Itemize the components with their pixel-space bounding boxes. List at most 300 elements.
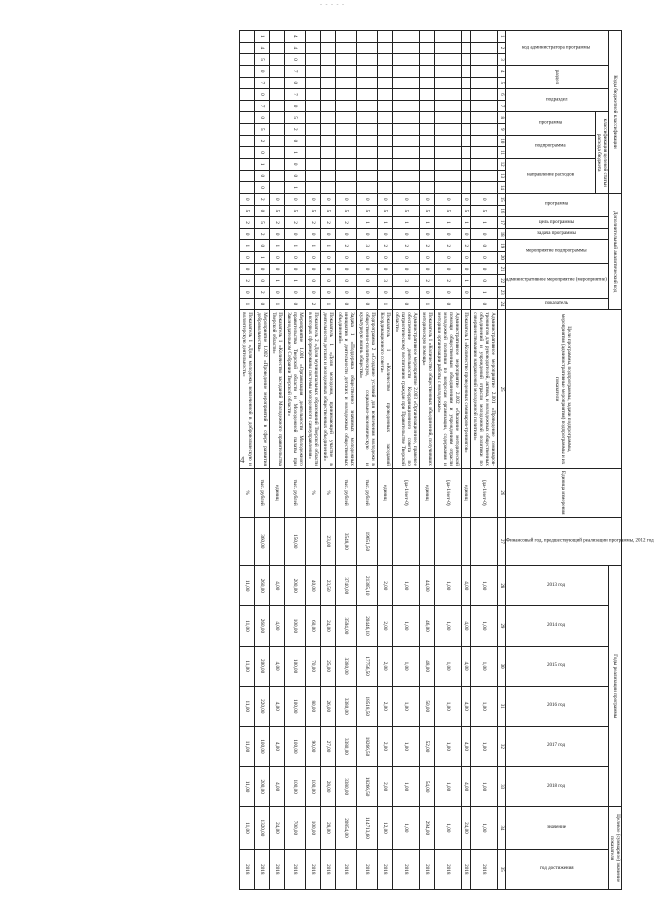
- code-cell: 0: [255, 240, 270, 252]
- header-year-3: 2015 год: [506, 646, 609, 686]
- code-cell: 1: [270, 298, 285, 310]
- code-cell: [420, 54, 435, 66]
- code-cell: [471, 135, 498, 147]
- code-cell: 0: [393, 252, 420, 264]
- code-cell: 1: [462, 217, 471, 229]
- final-value: 24,00: [462, 807, 471, 849]
- code-cell: 0: [393, 193, 420, 205]
- year-value: 4,00: [462, 686, 471, 726]
- code-cell: [420, 112, 435, 124]
- code-cell: [357, 77, 378, 89]
- year-value: 27,00: [321, 726, 336, 766]
- year-value: 2,00: [378, 726, 393, 766]
- column-number: 14: [498, 182, 506, 194]
- code-cell: [435, 158, 462, 170]
- code-cell: 0: [462, 193, 471, 205]
- row-unit: тыс. рублей: [336, 468, 357, 517]
- code-cell: [357, 65, 378, 77]
- code-cell: 0: [378, 228, 393, 240]
- code-cell: [336, 42, 357, 54]
- code-cell: [435, 124, 462, 136]
- header-year-5: 2017 год: [506, 726, 609, 766]
- row-unit: единиц: [420, 468, 435, 517]
- final-value: 700,00: [285, 807, 306, 849]
- code-cell: 1: [378, 298, 393, 310]
- code-cell: 4: [285, 42, 306, 54]
- year-value: 4,00: [270, 646, 285, 686]
- year-value: 1,00: [393, 726, 420, 766]
- row-name: Показатель 1 «Количество общественных объединений, получивших методическую помощь»: [420, 310, 435, 469]
- code-cell: 5: [270, 205, 285, 217]
- code-cell: [270, 77, 285, 89]
- code-cell: 1: [357, 217, 378, 229]
- code-cell: 1: [255, 252, 270, 264]
- column-number: 10: [498, 135, 506, 147]
- code-cell: [321, 158, 336, 170]
- year-value: 21385,10: [357, 566, 378, 606]
- header-year-1: 2013 год: [506, 566, 609, 606]
- code-cell: 0: [357, 252, 378, 264]
- code-cell: [393, 42, 420, 54]
- year-value: 11,00: [240, 646, 255, 686]
- header-final-year: год достижения: [506, 849, 609, 889]
- year-value: 4,00: [270, 566, 285, 606]
- code-cell: [357, 42, 378, 54]
- column-number: 5: [498, 77, 506, 89]
- code-cell: [240, 42, 255, 54]
- code-cell: 1: [270, 240, 285, 252]
- code-cell: 0: [285, 286, 306, 298]
- code-cell: [336, 135, 357, 147]
- code-cell: 0: [255, 89, 270, 101]
- code-cell: 0: [255, 275, 270, 287]
- year-value: 18266,50: [357, 726, 378, 766]
- code-cell: [321, 182, 336, 194]
- code-cell: [462, 182, 471, 194]
- code-cell: [306, 158, 321, 170]
- row-name: Задача 1 «Поддержка общественно значимых молодежных инициатив и деятельности детских и молодежных общественных объединений»: [336, 310, 357, 469]
- code-cell: [378, 182, 393, 194]
- code-cell: 0: [435, 263, 462, 275]
- code-cell: [306, 31, 321, 43]
- code-cell: 2: [255, 228, 270, 240]
- code-cell: 0: [435, 193, 462, 205]
- year-value: 4,00: [462, 726, 471, 766]
- code-cell: [378, 112, 393, 124]
- year-value: 26,00: [321, 686, 336, 726]
- code-cell: [306, 77, 321, 89]
- code-cell: 2: [435, 240, 462, 252]
- header-years: Годы реализации программы: [609, 566, 622, 807]
- code-cell: [378, 100, 393, 112]
- code-cell: 0: [435, 286, 462, 298]
- code-cell: [378, 54, 393, 66]
- row-fin-year: 360,00: [255, 517, 270, 566]
- code-cell: [435, 77, 462, 89]
- code-cell: 0: [285, 298, 306, 310]
- year-value: 1,00: [435, 686, 462, 726]
- code-cell: [321, 65, 336, 77]
- code-cell: 4: [255, 42, 270, 54]
- code-cell: 0: [270, 252, 285, 264]
- row-unit: %: [321, 468, 336, 517]
- year-value: 1,00: [393, 646, 420, 686]
- code-cell: 5: [255, 124, 270, 136]
- year-value: 3380,00: [336, 726, 357, 766]
- code-cell: [378, 147, 393, 159]
- row-fin-year: [471, 517, 498, 566]
- header-dop-measure: мероприятие подпрограммы: [506, 240, 609, 263]
- code-cell: 0: [393, 286, 420, 298]
- year-value: 200,00: [255, 646, 270, 686]
- year-value: 1,00: [471, 646, 498, 686]
- code-cell: 0: [270, 286, 285, 298]
- row-fin-year: [270, 517, 285, 566]
- code-cell: 0: [285, 77, 306, 89]
- year-value: 54,00: [420, 767, 435, 807]
- row-fin-year: 3548,00: [336, 517, 357, 566]
- code-cell: [240, 112, 255, 124]
- code-cell: [270, 158, 285, 170]
- code-cell: [321, 31, 336, 43]
- code-cell: 2: [270, 217, 285, 229]
- row-name: Подпрограмма 2 «Создание условий для вовлечения молодежи в общественно-политическую, социально-экономическую и культурную жизнь общества»: [357, 310, 378, 469]
- year-value: 44,00: [420, 566, 435, 606]
- row-name: Показатель 1 «Доля молодежи, вовлеченной в добровольческую и волонтерскую деятельность»: [240, 310, 255, 469]
- code-cell: [435, 182, 462, 194]
- header-admin-code: код администратора программы: [506, 31, 609, 66]
- code-cell: [357, 147, 378, 159]
- year-value: 1,00: [471, 767, 498, 807]
- code-cell: 5: [285, 112, 306, 124]
- column-number: 24: [498, 298, 506, 310]
- code-cell: 2: [306, 217, 321, 229]
- year-value: 100,00: [285, 767, 306, 807]
- year-value: 260,00: [255, 606, 270, 646]
- code-cell: [462, 147, 471, 159]
- code-cell: [306, 100, 321, 112]
- row-fin-year: 19651,50: [357, 517, 378, 566]
- code-cell: 0: [240, 252, 255, 264]
- code-cell: [306, 89, 321, 101]
- code-cell: 5: [240, 205, 255, 217]
- header-celevaya: классификация целевой статьи расхода бюджета: [596, 112, 609, 194]
- code-cell: 0: [285, 158, 306, 170]
- code-cell: [435, 147, 462, 159]
- code-cell: [393, 158, 420, 170]
- code-cell: 1: [240, 298, 255, 310]
- code-cell: 0: [462, 252, 471, 264]
- column-number: 13: [498, 170, 506, 182]
- code-cell: [462, 112, 471, 124]
- code-cell: 7: [255, 100, 270, 112]
- code-cell: 1: [471, 286, 498, 298]
- code-cell: [321, 135, 336, 147]
- final-year: 2018: [240, 849, 255, 889]
- code-cell: 0: [321, 193, 336, 205]
- year-value: 24,00: [321, 606, 336, 646]
- year-value: 1,00: [393, 566, 420, 606]
- year-value: 100,00: [255, 726, 270, 766]
- row-fin-year: [240, 517, 255, 566]
- header-unit: Единица измерения: [506, 468, 622, 517]
- code-cell: 0: [357, 298, 378, 310]
- code-cell: 0: [378, 193, 393, 205]
- code-cell: [471, 54, 498, 66]
- code-cell: 0: [420, 193, 435, 205]
- table-row: [270, 31, 285, 890]
- code-cell: 0: [321, 263, 336, 275]
- code-cell: 0: [471, 275, 498, 287]
- code-cell: [357, 89, 378, 101]
- row-name: Мероприятие 1.002 «Проведение мероприятий в сфере развития добровольчества»: [255, 310, 270, 469]
- year-value: 60,00: [306, 606, 321, 646]
- code-cell: [240, 54, 255, 66]
- code-cell: [471, 147, 498, 159]
- row-unit: (да-1/нет-0): [393, 468, 420, 517]
- header-name: Цели программы, подпрограммы, задачи подпрограммы, мероприятия (административные мероприятия) подпрограммы и их показатели: [506, 310, 622, 469]
- code-cell: [270, 100, 285, 112]
- code-cell: 0: [378, 286, 393, 298]
- year-value: 2,00: [378, 566, 393, 606]
- year-value: 18266,50: [357, 767, 378, 807]
- code-cell: [270, 147, 285, 159]
- code-cell: [393, 112, 420, 124]
- code-cell: [240, 170, 255, 182]
- code-cell: [270, 54, 285, 66]
- code-cell: [357, 170, 378, 182]
- year-value: 4,00: [270, 726, 285, 766]
- code-cell: [336, 77, 357, 89]
- code-cell: [462, 31, 471, 43]
- year-value: 50,00: [420, 686, 435, 726]
- code-cell: 0: [420, 228, 435, 240]
- code-cell: 3: [393, 275, 420, 287]
- code-cell: 0: [285, 170, 306, 182]
- code-cell: 1: [285, 147, 306, 159]
- row-unit: единиц: [378, 468, 393, 517]
- code-cell: 2: [240, 217, 255, 229]
- row-unit: единиц: [270, 468, 285, 517]
- code-cell: [393, 31, 420, 43]
- code-cell: [462, 42, 471, 54]
- code-cell: [420, 158, 435, 170]
- column-number: 20: [498, 252, 506, 264]
- row-unit: %: [240, 468, 255, 517]
- code-cell: 0: [306, 286, 321, 298]
- code-cell: 0: [270, 263, 285, 275]
- column-number: 27: [498, 517, 506, 566]
- column-number: 35: [498, 849, 506, 889]
- code-cell: [420, 170, 435, 182]
- code-cell: 2: [336, 217, 357, 229]
- code-cell: [321, 170, 336, 182]
- code-cell: [321, 124, 336, 136]
- code-cell: 0: [306, 228, 321, 240]
- table-row: [462, 31, 471, 890]
- year-value: 4,00: [462, 646, 471, 686]
- code-cell: [321, 112, 336, 124]
- code-cell: [435, 54, 462, 66]
- code-cell: 5: [393, 205, 420, 217]
- year-value: 11,00: [240, 726, 255, 766]
- code-cell: [393, 89, 420, 101]
- table-row: [240, 31, 255, 890]
- code-cell: 0: [336, 252, 357, 264]
- code-cell: 0: [321, 275, 336, 287]
- year-value: 18518,50: [357, 686, 378, 726]
- year-value: 100,00: [285, 646, 306, 686]
- code-cell: 0: [255, 112, 270, 124]
- code-cell: 5: [471, 205, 498, 217]
- column-number: 29: [498, 606, 506, 646]
- code-cell: 0: [285, 228, 306, 240]
- year-value: 20446,10: [357, 606, 378, 646]
- year-value: 1,00: [471, 606, 498, 646]
- code-cell: 0: [336, 193, 357, 205]
- year-value: 100,00: [306, 767, 321, 807]
- code-cell: [240, 158, 255, 170]
- final-year: 2018: [255, 849, 270, 889]
- code-cell: [270, 182, 285, 194]
- code-cell: [306, 147, 321, 159]
- table-row: [321, 31, 336, 890]
- column-number: 3: [498, 54, 506, 66]
- code-cell: [471, 42, 498, 54]
- year-value: 2,00: [378, 767, 393, 807]
- code-cell: 2: [420, 240, 435, 252]
- table-row: [378, 31, 393, 890]
- code-cell: [336, 89, 357, 101]
- code-cell: 0: [321, 286, 336, 298]
- header-final: Целевое (суммарное) значение показателя: [609, 807, 622, 890]
- code-cell: [420, 124, 435, 136]
- year-value: 3380,00: [336, 686, 357, 726]
- year-value: 1,00: [471, 726, 498, 766]
- code-cell: [393, 135, 420, 147]
- code-cell: 2: [321, 217, 336, 229]
- year-value: 100,00: [285, 726, 306, 766]
- final-year: 2018: [270, 849, 285, 889]
- final-value: 11,00: [240, 807, 255, 849]
- code-cell: 2: [285, 124, 306, 136]
- code-cell: [336, 124, 357, 136]
- header-sub-napravlenie: направление расходов: [506, 158, 596, 193]
- code-cell: 0: [240, 263, 255, 275]
- row-name: Административное мероприятие 2.002 «Оказание методической помощи общественным объединениям и учреждениям отрасли молодежной политики по вопросам организации, содержания и методики организации работы с молодежью»: [435, 310, 462, 469]
- final-year: 2018: [435, 849, 462, 889]
- code-cell: 0: [435, 252, 462, 264]
- row-unit: (да-1/нет-0): [435, 468, 462, 517]
- final-value: 12,00: [378, 807, 393, 849]
- final-year: 2018: [336, 849, 357, 889]
- code-cell: [471, 158, 498, 170]
- column-number: 18: [498, 228, 506, 240]
- code-cell: [435, 100, 462, 112]
- code-cell: [240, 124, 255, 136]
- column-number: 21: [498, 263, 506, 275]
- table-row: [285, 31, 306, 890]
- code-cell: 0: [306, 263, 321, 275]
- code-cell: [270, 42, 285, 54]
- code-cell: [471, 182, 498, 194]
- code-cell: [321, 54, 336, 66]
- code-cell: 0: [306, 252, 321, 264]
- code-cell: 2: [435, 275, 462, 287]
- code-cell: [420, 65, 435, 77]
- column-number: 17: [498, 217, 506, 229]
- code-cell: [357, 158, 378, 170]
- year-value: 2,00: [378, 606, 393, 646]
- code-cell: 3: [357, 240, 378, 252]
- header-year-6: 2018 год: [506, 767, 609, 807]
- code-cell: 0: [420, 263, 435, 275]
- row-fin-year: [435, 517, 462, 566]
- year-value: 23,50: [321, 566, 336, 606]
- code-cell: 0: [255, 263, 270, 275]
- year-value: 4,00: [270, 686, 285, 726]
- code-cell: [393, 124, 420, 136]
- code-cell: [420, 77, 435, 89]
- row-fin-year: [306, 517, 321, 566]
- code-cell: 1: [285, 275, 306, 287]
- code-cell: [306, 65, 321, 77]
- code-cell: [240, 135, 255, 147]
- code-cell: [336, 147, 357, 159]
- code-cell: 0: [471, 298, 498, 310]
- column-number: 6: [498, 89, 506, 101]
- code-cell: [357, 182, 378, 194]
- code-cell: [378, 42, 393, 54]
- header-fin-year: Финансовый год, предшествующий реализации программы, 2012 год: [506, 517, 622, 566]
- code-cell: [306, 54, 321, 66]
- year-value: 4,00: [270, 767, 285, 807]
- code-cell: 1: [462, 275, 471, 287]
- code-cell: 5: [255, 54, 270, 66]
- header-dop-programma: программа: [506, 193, 609, 216]
- code-cell: 2: [393, 240, 420, 252]
- row-name: Показатель 1 «Количество проведенных семинаров-тренингов»: [462, 310, 471, 469]
- code-cell: [420, 100, 435, 112]
- code-cell: 2: [306, 298, 321, 310]
- code-cell: [378, 158, 393, 170]
- code-cell: 0: [357, 228, 378, 240]
- column-number: 7: [498, 100, 506, 112]
- code-cell: 0: [378, 263, 393, 275]
- final-year: 2018: [306, 849, 321, 889]
- final-year: 2018: [321, 849, 336, 889]
- code-cell: 0: [270, 193, 285, 205]
- program-table: [239, 30, 654, 890]
- year-value: 260,00: [255, 566, 270, 606]
- code-cell: [393, 54, 420, 66]
- year-value: 1,00: [471, 566, 498, 606]
- code-cell: 5: [435, 205, 462, 217]
- code-cell: [393, 147, 420, 159]
- table-row: [435, 31, 462, 890]
- code-cell: 2: [336, 240, 357, 252]
- code-cell: 0: [435, 228, 462, 240]
- code-cell: 1: [420, 298, 435, 310]
- header-dop-task: задача программы: [506, 228, 609, 240]
- code-cell: 5: [462, 205, 471, 217]
- code-cell: 5: [285, 205, 306, 217]
- final-year: 2018: [285, 849, 306, 889]
- year-value: 4,00: [462, 606, 471, 646]
- code-cell: 0: [255, 170, 270, 182]
- code-cell: [270, 135, 285, 147]
- code-cell: [435, 42, 462, 54]
